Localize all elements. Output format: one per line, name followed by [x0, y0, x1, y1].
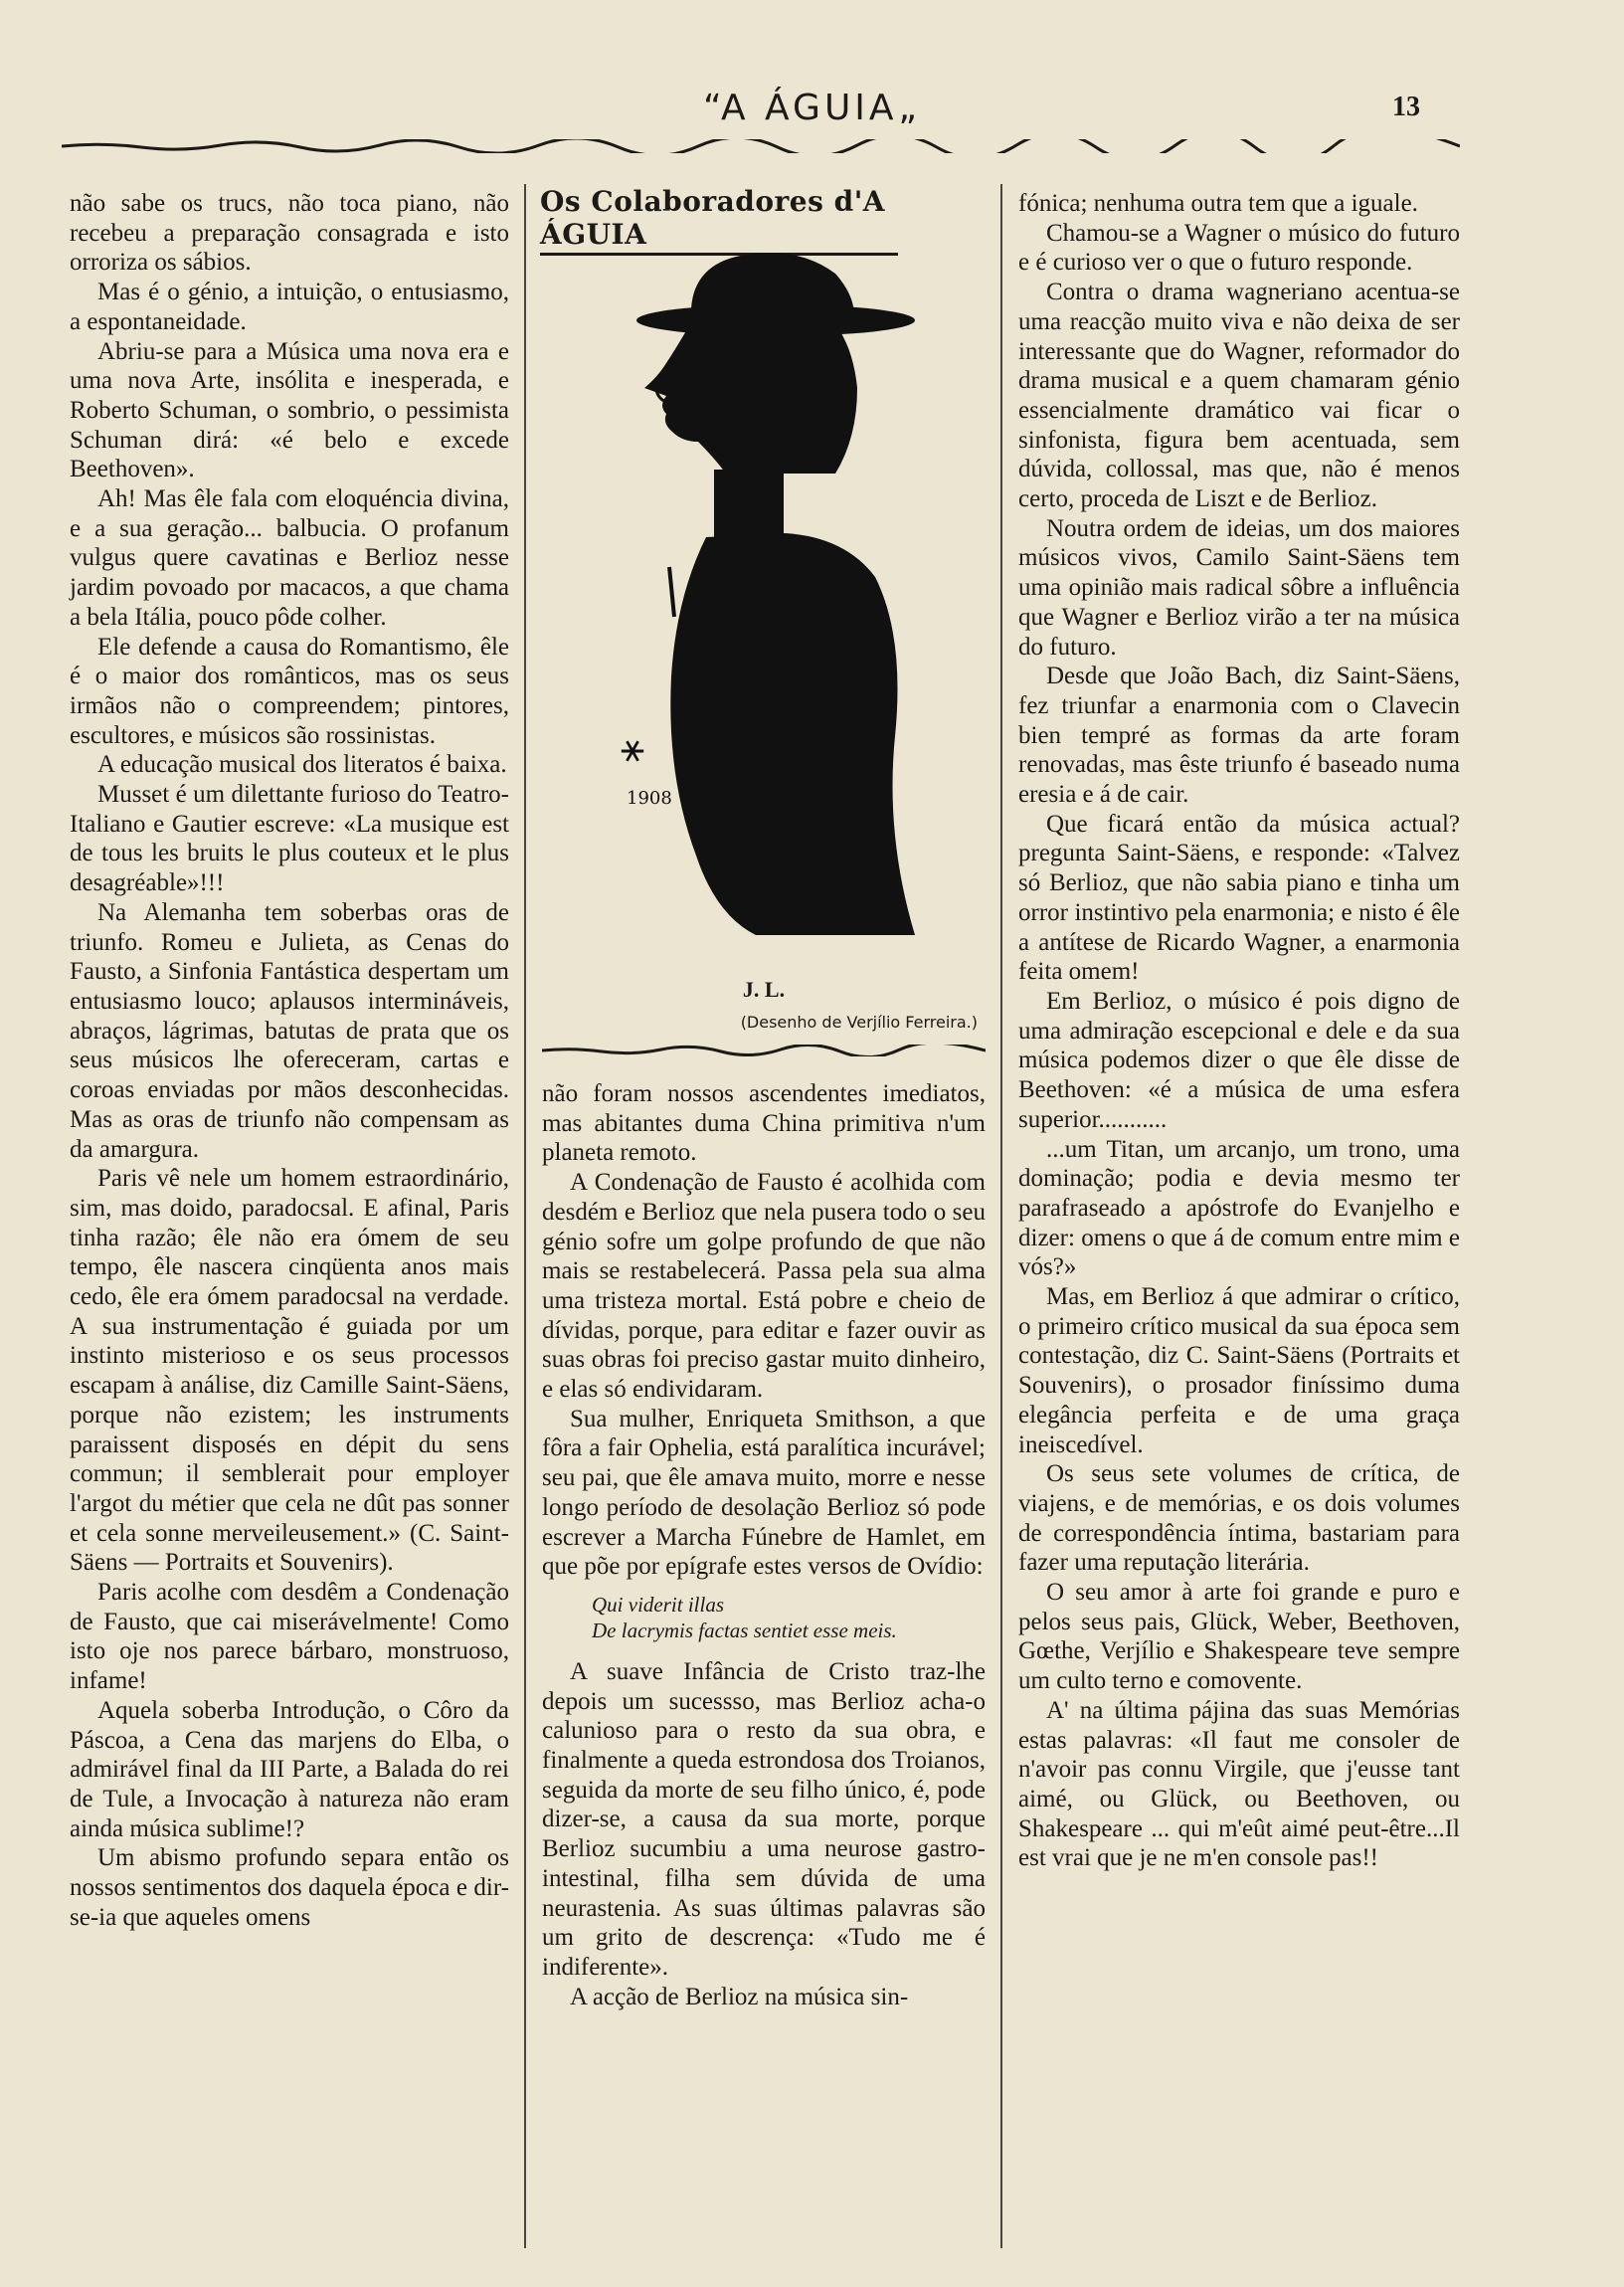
paragraph: Que ficará então da música actual? pregunta Saint-Säens, e responde: «Talvez só Berlioz, que não sabia piano e tinha um orror instintivo pela enarmonia; e nisto é êle a antítese de Ricardo Wagner, a enarmonia feita omem! — [1018, 810, 1460, 986]
paragraph: Aquela soberba Introdução, o Côro da Páscoa, a Cena das marjens do Elba, o admirável final da III Parte, a Balada do rei de Tule, a Invocação à natureza não eram ainda música sublime!? — [70, 1696, 509, 1842]
column-divider-left — [524, 184, 526, 2248]
silhouette-portrait — [597, 239, 915, 935]
paragraph: Musset é um dilettante furioso do Teatro-Italiano e Gautier escreve: «La musique est de tous les bruits le plus couteux et le plus desagréable»!!! — [70, 781, 509, 897]
running-title: “A ÁGUIA„ — [702, 88, 922, 128]
paragraph: Um abismo profundo separa então os nossos sentimentos dos daquela época e dir-se-ia que aqueles omens — [70, 1844, 509, 1931]
epigraph-line: Qui viderit illas — [592, 1592, 724, 1617]
paragraph: Chamou-se a Wagner o músico do futuro e é curioso ver o que o futuro responde. — [1018, 219, 1460, 277]
paragraph: não sabe os trucs, não toca piano, não recebeu a preparação consagrada e isto orroriza os sábios. — [70, 190, 509, 277]
paragraph: Ele defende a causa do Romantismo, êle é o maior dos românticos, mas os seus irmãos não o compreendem; pintores, escultores, e músicos são rossinistas. — [70, 633, 509, 749]
section-heading: Os Colaboradores d'A ÁGUIA — [540, 185, 898, 256]
paragraph: ...um Titan, um arcanjo, um trono, uma dominação; podia e devia mesmo ter parafraseado a apóstrofe do Evanjelho e dizer: omens o que á de comum entre mim e vós?» — [1018, 1135, 1460, 1281]
portrait-credit: (Desenho de Verjílio Ferreira.) — [740, 1013, 978, 1032]
paragraph: A Condenação de Fausto é acolhida com desdém e Berlioz que nela pusera todo o seu génio sofre um golpe profundo de que não mais se restabelecerá. Passa pela sua alma uma tristeza mortal. Está pobre e cheio de dívidas, porque, para editar e fazer ouvir as suas obras foi preciso gastar muito dinheiro, e elas só endividaram. — [542, 1169, 986, 1404]
page-number: 13 — [1392, 92, 1420, 122]
column-divider-right — [1000, 184, 1002, 2248]
epigraph-line: De lacrymis factas sentiet esse meis. — [592, 1618, 897, 1642]
paragraph: Paris acolhe com desdêm a Condenação de Fausto, que cai miserávelmente! Como isto oje nos parece bárbaro, monstruoso, infame! — [70, 1579, 509, 1695]
paragraph: Na Alemanha tem soberbas oras de triunfo. Romeu e Julieta, as Cenas do Fausto, a Sinfonia Fantástica despertam um entusiasmo louco; aplausos intermináveis, abraços, lágrimas, batutas de prata que os seus músicos lhe ofereceram, cartas e coroas enviadas por mãos desconhecidas. Mas as oras de triunfo não compensam as da amargura. — [70, 898, 509, 1163]
paragraph: fónica; nenhuma outra tem que a iguale. — [1018, 190, 1418, 217]
paragraph: Abriu-se para a Música uma nova era e uma nova Arte, insólita e inesperada, e Roberto Schuman, o sombrio, o pessimista Schuman dirá: «é belo e excede Beethoven». — [70, 337, 509, 483]
paragraph: Ah! Mas êle fala com eloquéncia divina, e a sua geração... balbucia. O profanum vulgus quere cavatinas e Berlioz nesse jardim povoado por macacos, a que chama a bela Itália, pouco pôde colher. — [70, 485, 509, 631]
svg-text:⚹: ⚹ — [621, 725, 644, 771]
text-column-3 — [1018, 189, 1460, 1873]
paragraph: Mas, em Berlioz á que admirar o crítico, o primeiro crítico musical da sua época sem contestação, diz C. Saint-Säens (Portraits et Souvenirs), o prosador finíssimo duma elegância perfeita e de uma graça ineiscedível. — [1018, 1283, 1460, 1458]
paragraph: Paris vê nele um homem estraordinário, sim, mas doido, paradocsal. E afinal, Paris tinha razão; êle não era ómem de seu tempo, êle nascera cinqüenta anos mais cedo, êle era ómem paradocsal na verdade. A sua instrumentação é guiada por um instinto misterioso e os seus processos escapam à análise, diz Camille Saint-Säens, porque não ezistem; les instruments paraissent disposés en dépit du sens commun; il semblerait pour employer l'argot du métier que cela ne dût pas sonner et cela sonne merveileusement.» (C. Saint-Säens — Portraits et Souvenirs). — [70, 1165, 509, 1577]
paragraph: Em Berlioz, o músico é pois digno de uma admiração escepcional e dele e da sua música podemos dizer o que êle disse de Beethoven: «é a música de uma esfera superior........... — [1018, 987, 1460, 1133]
paragraph: A suave Infância de Cristo traz-lhe depois um sucessso, mas Berlioz acha-o calunioso para o resto da sua obra, e finalmente a queda estrondosa dos Troianos, seguida da morte de seu filho único, é, pode dizer-se, a causa da sua morte, porque Berlioz sucumbiu a uma neurose gastro-intestinal, filha sem dúvida de uma neurastenia. As suas últimas palavras são um grito de descrença: «Tudo me é indiferente». — [542, 1657, 986, 1981]
paragraph: Os seus sete volumes de crítica, de viajens, e de memórias, e os dois volumes de correspondência íntima, bastariam para fazer uma reputação literária. — [1018, 1460, 1460, 1577]
paragraph: Noutra ordem de ideias, um dos maiores músicos vivos, Camilo Saint-Säens tem uma opinião mais radical sôbre a influência que Wagner e Berlioz virão a ter na música do futuro. — [1018, 514, 1460, 661]
paragraph: Contra o drama wagneriano acentua-se uma reacção muito viva e não deixa de ser interessante que do Wagner, reformador do drama musical e a quem chamaram génio essencialmente dramático vai ficar o sinfonista, figura bem acentuada, sem dúvida, collossal, mas que, não é menos certo, proceda de Liszt e de Berlioz. — [1018, 279, 1460, 513]
text-column-1 — [70, 189, 509, 1932]
paragraph: Mas é o génio, a intuição, o entusiasmo, a espontaneidade. — [70, 279, 509, 335]
decorative-rule-middle — [542, 1045, 986, 1056]
paragraph: Desde que João Bach, diz Saint-Säens, fez triunfar a enarmonia com o Clavecin bien tempré as formas da arte foram renovadas, mas êste triunfo é baseado numa eresia e á de cair. — [1018, 663, 1460, 809]
paragraph: não foram nossos ascendentes imediatos, mas abitantes duma China primitiva n'um planeta remoto. — [542, 1080, 986, 1167]
paragraph: A' na última pájina das suas Memórias estas palavras: «Il faut me consoler de n'avoir pas connu Virgile, que j'eusse tant aimé, ou Glück, ou Beethoven, ou Shakespeare ... qui m'eût aimé peut-être...Il est vrai que je ne m'en console pas!! — [1018, 1696, 1460, 1872]
text-column-2 — [542, 1079, 986, 2011]
latin-epigraph — [592, 1592, 986, 1643]
paragraph: Sua mulher, Enriqueta Smithson, a que fôra a fair Ophelia, está paralítica incurável; seu pai, que êle amava muito, morre e nesse longo período de desolação Berlioz só pode escrever a Marcha Fúnebre de Hamlet, em que põe por epígrafe estes versos de Ovídio: — [542, 1405, 986, 1581]
paragraph: A educação musical dos literatos é baixa. — [97, 751, 507, 779]
portrait-caption: J. L. — [742, 977, 786, 1002]
decorative-rule-top — [62, 139, 1460, 153]
svg-text:1908: 1908 — [627, 788, 672, 809]
paragraph: O seu amor à arte foi grande e puro e pelos seus pais, Glück, Weber, Beethoven, Gœthe, Verjílio e Shakespeare teve sempre um culto terno e comovente. — [1018, 1579, 1460, 1695]
paragraph: A acção de Berlioz na música sin- — [570, 1983, 909, 2010]
